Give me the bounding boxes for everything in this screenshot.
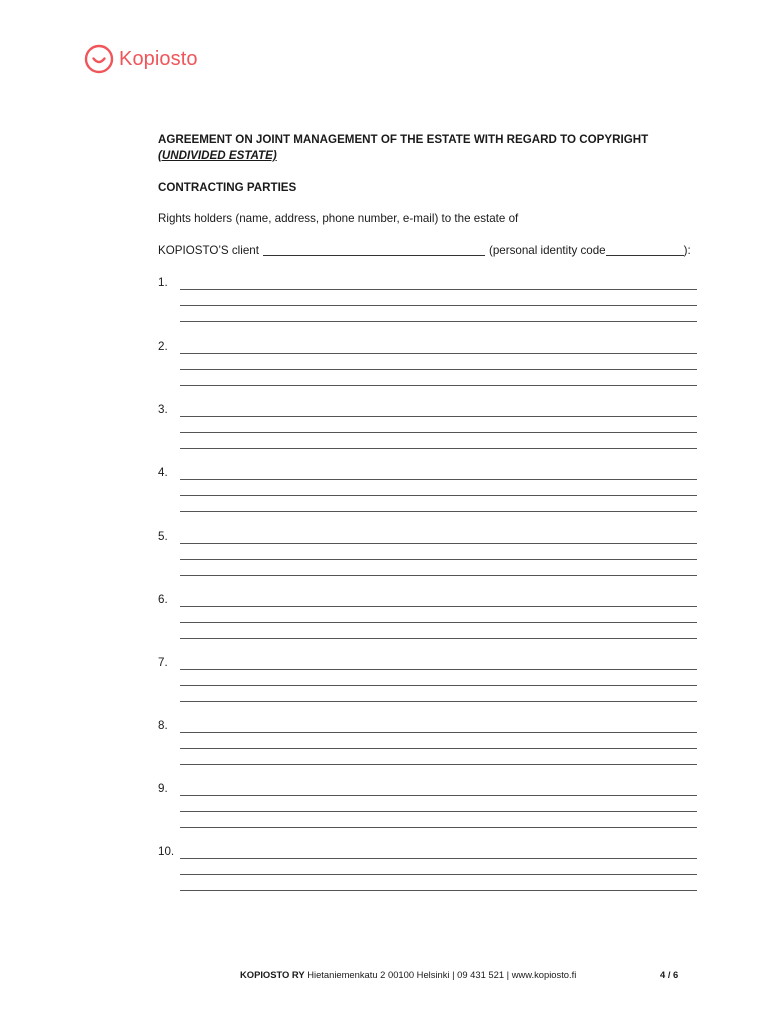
footer-org: KOPIOSTO RY (240, 969, 305, 980)
entry-line[interactable] (180, 685, 697, 686)
entry-line[interactable] (180, 669, 697, 670)
entry-number: 8. (158, 719, 168, 732)
entry-line[interactable] (180, 305, 697, 306)
entry-line[interactable] (180, 495, 697, 496)
footer-contact: Hietaniemenkatu 2 00100 Helsinki | 09 431 521 | www.kopiosto.fi (307, 969, 577, 980)
entry-line[interactable] (180, 622, 697, 623)
id-label: (personal identity code (488, 244, 606, 257)
rights-holder-entry (158, 845, 698, 885)
page-number: 4 / 6 (660, 969, 679, 980)
rights-holder-entry (158, 656, 698, 696)
entry-line[interactable] (180, 701, 697, 702)
client-row (158, 244, 691, 257)
entry-line[interactable] (180, 511, 697, 512)
smile-circle-icon (84, 44, 114, 74)
entry-number: 2. (158, 340, 168, 353)
entry-line[interactable] (180, 575, 697, 576)
entry-line[interactable] (180, 543, 697, 544)
entry-line[interactable] (180, 559, 697, 560)
entry-line[interactable] (180, 606, 697, 607)
rights-holder-entry (158, 466, 698, 506)
entry-line[interactable] (180, 874, 697, 875)
entry-line[interactable] (180, 369, 697, 370)
entry-line[interactable] (180, 385, 697, 386)
entry-line[interactable] (180, 432, 697, 433)
entry-number: 1. (158, 276, 168, 289)
client-name-field[interactable] (263, 244, 485, 256)
rights-holder-entry (158, 593, 698, 633)
document-title: AGREEMENT ON JOINT MANAGEMENT OF THE ESTATE WITH REGARD TO COPYRIGHT (158, 133, 649, 146)
footer (240, 969, 576, 980)
entry-number: 7. (158, 656, 168, 669)
personal-id-field[interactable] (606, 244, 684, 256)
entry-line[interactable] (180, 732, 697, 733)
entry-line[interactable] (180, 795, 697, 796)
entry-number: 10. (158, 845, 175, 858)
entry-line[interactable] (180, 890, 697, 891)
rights-holder-entry (158, 530, 698, 570)
entry-line[interactable] (180, 479, 697, 480)
entry-line[interactable] (180, 416, 697, 417)
entry-line[interactable] (180, 748, 697, 749)
intro-text: Rights holders (name, address, phone number, e-mail) to the estate of (158, 212, 519, 225)
entry-line[interactable] (180, 764, 697, 765)
logo-text: Kopiosto (119, 47, 198, 70)
rights-holder-entry (158, 276, 698, 316)
document-subtitle: (UNDIVIDED ESTATE) (158, 149, 277, 162)
entry-number: 5. (158, 530, 168, 543)
kopiosto-logo (84, 44, 198, 74)
entry-line[interactable] (180, 827, 697, 828)
entry-line[interactable] (180, 353, 697, 354)
rights-holder-entry (158, 782, 698, 822)
entry-line[interactable] (180, 638, 697, 639)
entry-number: 6. (158, 593, 168, 606)
rights-holder-entry (158, 719, 698, 759)
entry-number: 4. (158, 466, 168, 479)
entry-number: 3. (158, 403, 168, 416)
entry-number: 9. (158, 782, 168, 795)
rights-holder-entry (158, 340, 698, 380)
entry-line[interactable] (180, 858, 697, 859)
id-close: ): (683, 244, 691, 257)
section-heading: CONTRACTING PARTIES (158, 181, 297, 194)
entry-line[interactable] (180, 448, 697, 449)
rights-holder-entry (158, 403, 698, 443)
entry-line[interactable] (180, 289, 697, 290)
entry-line[interactable] (180, 811, 697, 812)
client-label: KOPIOSTO’S client (158, 244, 259, 257)
entry-line[interactable] (180, 321, 697, 322)
